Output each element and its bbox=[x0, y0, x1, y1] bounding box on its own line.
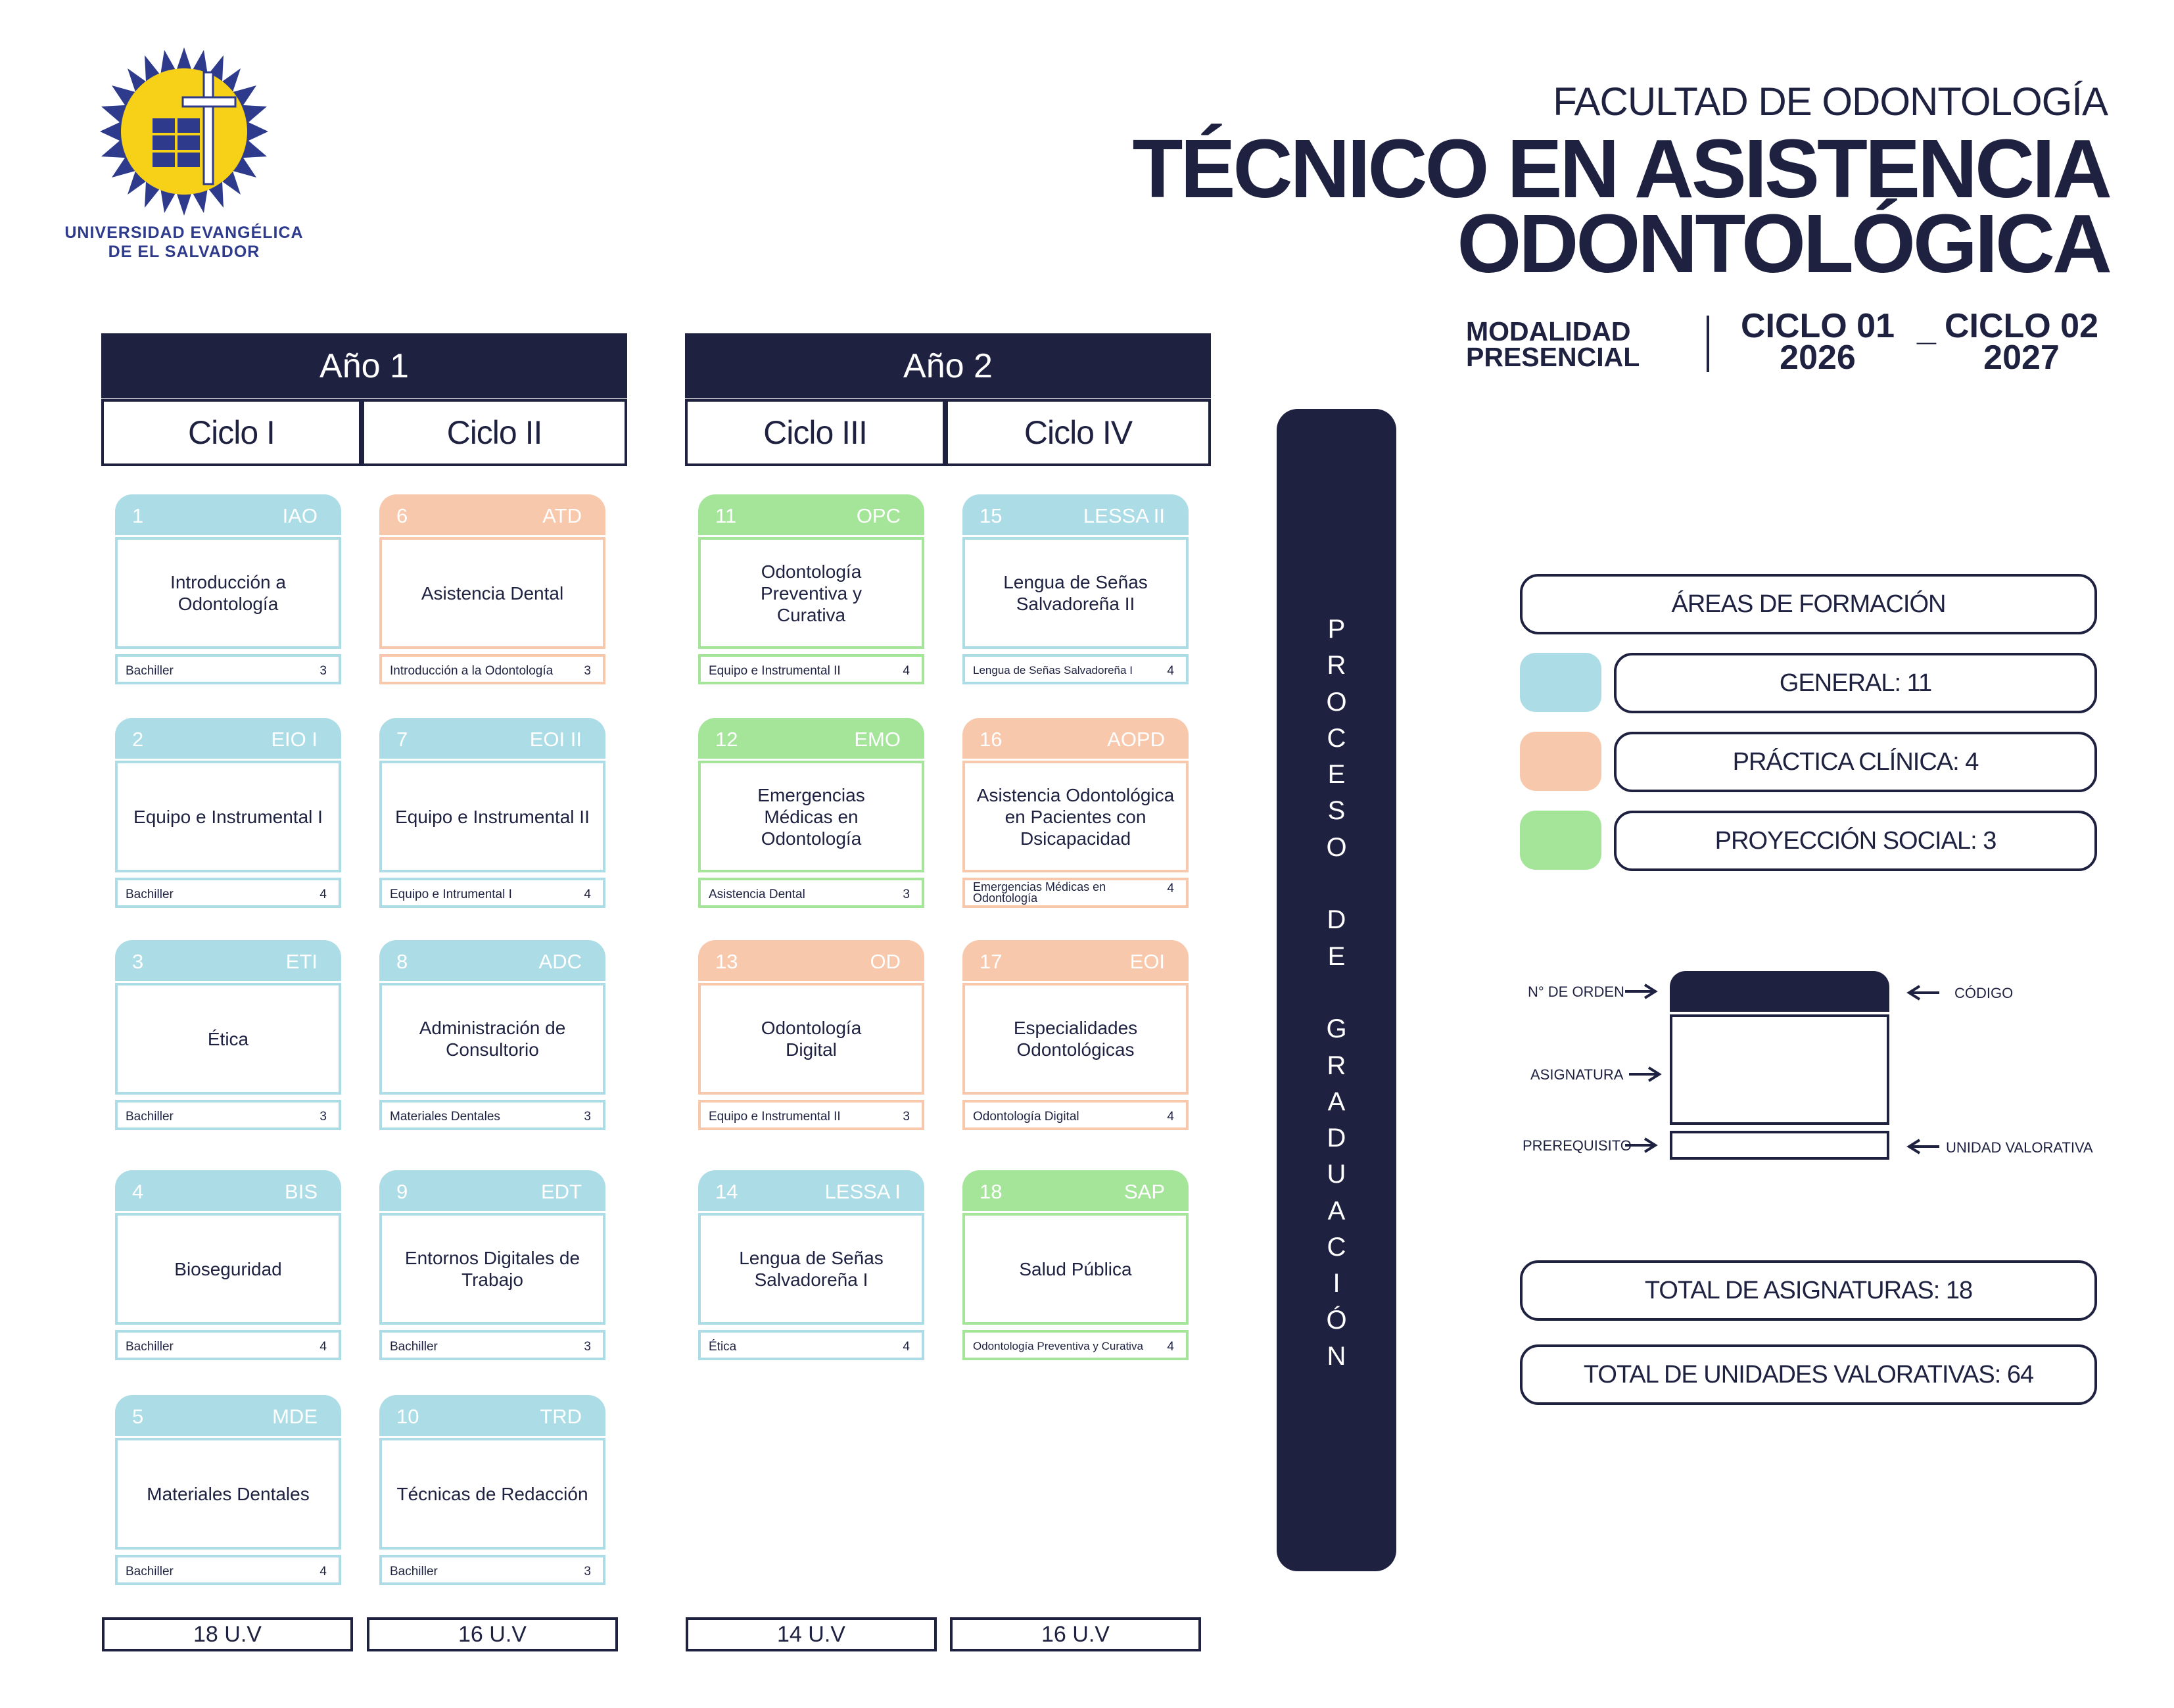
course-prerequisite: Lengua de Señas Salvadoreña I bbox=[973, 664, 1133, 676]
program-title-line2: ODONTOLÓGICA bbox=[1457, 197, 2110, 290]
course-header bbox=[962, 494, 1189, 535]
total-credit-units: TOTAL DE UNIDADES VALORATIVAS: 64 bbox=[1520, 1344, 2097, 1405]
course-header bbox=[698, 494, 924, 535]
modality-line1: MODALIDAD bbox=[1466, 316, 1631, 346]
course-footer bbox=[698, 1330, 924, 1360]
course-card[interactable] bbox=[379, 1395, 605, 1586]
key-prereq-box bbox=[1670, 1131, 1889, 1160]
course-header bbox=[962, 1170, 1189, 1211]
course-code: AOPD bbox=[1107, 728, 1165, 751]
clinic-swatch bbox=[1520, 732, 1601, 791]
cycle-3-uv-total: 14 U.V bbox=[686, 1617, 937, 1651]
course-code: SAP bbox=[1123, 1180, 1165, 1203]
course-prerequisite: Equipo e Intrumental I bbox=[390, 888, 512, 901]
course-header bbox=[115, 718, 341, 759]
key-code-label: CÓDIGO bbox=[1954, 985, 2014, 1001]
start-cycle bbox=[1736, 307, 1900, 377]
modality bbox=[1466, 316, 1640, 372]
course-header bbox=[115, 1395, 341, 1436]
course-code: EOI II bbox=[529, 728, 582, 751]
end-cycle bbox=[1939, 307, 2104, 377]
course-code: EOI bbox=[1129, 950, 1165, 973]
course-footer bbox=[115, 654, 341, 684]
key-order-number-label: N° DE ORDEN bbox=[1528, 984, 1624, 1000]
course-number: 18 bbox=[980, 1180, 1003, 1203]
areas-title: ÁREAS DE FORMACIÓN bbox=[1520, 574, 2097, 634]
course-uv: 4 bbox=[1167, 664, 1174, 678]
course-header bbox=[379, 1395, 605, 1436]
course-name: Materiales Dentales bbox=[115, 1438, 341, 1550]
course-footer bbox=[962, 878, 1189, 908]
course-number: 16 bbox=[980, 728, 1003, 751]
university-name-line2: DE EL SALVADOR bbox=[108, 243, 260, 261]
course-uv: 3 bbox=[903, 888, 910, 901]
year-1-header: Año 1 bbox=[101, 333, 627, 398]
course-footer bbox=[962, 654, 1189, 684]
course-card[interactable] bbox=[115, 940, 341, 1131]
course-card[interactable] bbox=[698, 494, 924, 685]
course-footer bbox=[379, 654, 605, 684]
course-card[interactable] bbox=[115, 494, 341, 685]
course-code: OPC bbox=[856, 504, 901, 527]
course-card[interactable] bbox=[962, 718, 1189, 909]
cycle-3-header: Ciclo III bbox=[685, 399, 945, 466]
course-footer bbox=[962, 1330, 1189, 1360]
course-name: Especialidades Odontológicas bbox=[962, 983, 1189, 1095]
course-card[interactable] bbox=[698, 718, 924, 909]
course-footer bbox=[115, 878, 341, 908]
course-code: TRD bbox=[540, 1405, 582, 1428]
course-footer bbox=[379, 1100, 605, 1130]
program-title-line1: TÉCNICO EN ASISTENCIA bbox=[1132, 122, 2110, 215]
course-number: 2 bbox=[132, 728, 144, 751]
course-prerequisite: Introducción a la Odontología bbox=[390, 664, 554, 678]
course-prerequisite: Emergencias Médicas en Odontología bbox=[973, 880, 1106, 905]
course-uv: 4 bbox=[1167, 1110, 1174, 1124]
key-credit-unit-label: UNIDAD VALORATIVA bbox=[1946, 1139, 2093, 1156]
course-prerequisite: Odontología Digital bbox=[973, 1110, 1079, 1124]
course-card[interactable] bbox=[962, 494, 1189, 685]
program-title bbox=[1132, 122, 2110, 290]
course-number: 15 bbox=[980, 504, 1003, 527]
course-footer bbox=[115, 1330, 341, 1360]
course-prerequisite: Bachiller bbox=[126, 888, 174, 901]
key-prerequisite-label: PREREQUISITO bbox=[1523, 1137, 1632, 1154]
course-name: Odontología Digital bbox=[698, 983, 924, 1095]
course-uv: 3 bbox=[319, 1110, 327, 1124]
course-prerequisite: Asistencia Dental bbox=[709, 888, 805, 901]
course-uv: 3 bbox=[319, 664, 327, 678]
course-header bbox=[698, 718, 924, 759]
course-name: Equipo e Instrumental II bbox=[379, 761, 605, 872]
course-footer bbox=[698, 878, 924, 908]
course-code: LESSA I bbox=[824, 1180, 901, 1203]
course-header bbox=[698, 940, 924, 981]
course-number: 4 bbox=[132, 1180, 144, 1203]
course-uv: 3 bbox=[584, 1110, 591, 1124]
course-name: Emergencias Médicas en Odontología bbox=[698, 761, 924, 872]
course-code: LESSA II bbox=[1083, 504, 1165, 527]
end-cycle-label: CICLO 02 bbox=[1944, 307, 2099, 345]
course-uv: 3 bbox=[584, 1565, 591, 1578]
course-number: 5 bbox=[132, 1405, 144, 1428]
course-code: ADC bbox=[538, 950, 582, 973]
arrow-right-icon bbox=[1629, 1066, 1662, 1082]
course-uv: 4 bbox=[903, 664, 910, 678]
course-number: 1 bbox=[132, 504, 144, 527]
course-footer bbox=[115, 1555, 341, 1585]
cycle-2-header: Ciclo II bbox=[362, 399, 627, 466]
course-number: 6 bbox=[396, 504, 408, 527]
course-uv: 4 bbox=[903, 1340, 910, 1354]
course-footer bbox=[379, 878, 605, 908]
university-name-line1: UNIVERSIDAD EVANGÉLICA bbox=[64, 224, 304, 242]
course-uv: 3 bbox=[584, 1340, 591, 1354]
course-name: Odontología Preventiva y Curativa bbox=[698, 537, 924, 649]
course-header bbox=[962, 718, 1189, 759]
course-card[interactable] bbox=[115, 1395, 341, 1586]
course-prerequisite: Bachiller bbox=[390, 1340, 438, 1354]
course-name: Salud Pública bbox=[962, 1213, 1189, 1325]
faculty-name: FACULTAD DE ODONTOLOGÍA bbox=[1553, 80, 2108, 124]
course-card[interactable] bbox=[379, 940, 605, 1131]
course-header bbox=[115, 1170, 341, 1211]
end-cycle-year: 2027 bbox=[1983, 339, 2060, 377]
course-number: 13 bbox=[715, 950, 738, 973]
course-prerequisite: Bachiller bbox=[126, 1565, 174, 1578]
header-divider bbox=[1707, 316, 1709, 372]
course-number: 17 bbox=[980, 950, 1003, 973]
course-uv: 4 bbox=[319, 1340, 327, 1354]
course-prerequisite: Equipo e Instrumental II bbox=[709, 664, 841, 678]
course-code: ETI bbox=[285, 950, 318, 973]
course-header bbox=[115, 494, 341, 535]
start-cycle-year: 2026 bbox=[1780, 339, 1856, 377]
course-uv: 4 bbox=[584, 888, 591, 901]
course-code: BIS bbox=[285, 1180, 318, 1203]
course-code: ATD bbox=[542, 504, 582, 527]
course-uv: 3 bbox=[903, 1110, 910, 1124]
course-uv: 4 bbox=[319, 888, 327, 901]
course-footer bbox=[379, 1555, 605, 1585]
course-number: 7 bbox=[396, 728, 408, 751]
course-footer bbox=[698, 1100, 924, 1130]
graduation-label: P R O C E S O D E G R A D U A C I Ó N bbox=[1326, 615, 1347, 1371]
course-uv: 4 bbox=[319, 1565, 327, 1578]
course-card[interactable] bbox=[698, 940, 924, 1131]
social-swatch bbox=[1520, 811, 1601, 870]
course-header bbox=[115, 940, 341, 981]
university-logo bbox=[99, 46, 270, 217]
social-area-label: PROYECCIÓN SOCIAL: 3 bbox=[1614, 811, 2097, 871]
course-name: Técnicas de Redacción bbox=[379, 1438, 605, 1550]
course-prerequisite: Bachiller bbox=[126, 1340, 174, 1354]
course-header bbox=[379, 940, 605, 981]
cycle-1-header: Ciclo I bbox=[101, 399, 362, 466]
course-name: Entornos Digitales de Trabajo bbox=[379, 1213, 605, 1325]
course-footer bbox=[962, 1100, 1189, 1130]
course-card[interactable] bbox=[698, 1170, 924, 1361]
course-card[interactable] bbox=[962, 940, 1189, 1131]
course-number: 8 bbox=[396, 950, 408, 973]
course-code: EMO bbox=[854, 728, 901, 751]
course-code: MDE bbox=[272, 1405, 318, 1428]
course-footer bbox=[698, 654, 924, 684]
course-code: EDT bbox=[541, 1180, 582, 1203]
course-card[interactable] bbox=[115, 1170, 341, 1361]
arrow-right-icon bbox=[1625, 1137, 1658, 1153]
course-name: Administración de Consultorio bbox=[379, 983, 605, 1095]
sun-cross-logo-icon bbox=[99, 46, 270, 217]
course-name: Asistencia Dental bbox=[379, 537, 605, 649]
cycle-range-dash: _ bbox=[1917, 310, 1936, 348]
course-header bbox=[379, 1170, 605, 1211]
course-header bbox=[379, 718, 605, 759]
course-header bbox=[962, 940, 1189, 981]
course-prerequisite: Odontología Preventiva y Curativa bbox=[973, 1340, 1143, 1352]
course-prerequisite: Equipo e Instrumental II bbox=[709, 1110, 841, 1124]
year-2-header: Año 2 bbox=[685, 333, 1211, 398]
course-number: 11 bbox=[715, 504, 737, 527]
course-uv: 3 bbox=[584, 664, 591, 678]
arrow-left-icon bbox=[1906, 1139, 1939, 1154]
modality-line2: PRESENCIAL bbox=[1466, 342, 1640, 372]
cycle-2-uv-total: 16 U.V bbox=[367, 1617, 618, 1651]
course-card[interactable] bbox=[115, 718, 341, 909]
course-card[interactable] bbox=[379, 494, 605, 685]
course-card[interactable] bbox=[379, 1170, 605, 1361]
course-code: EIO I bbox=[271, 728, 318, 751]
course-name: Introducción a Odontología bbox=[115, 537, 341, 649]
course-prerequisite: Ética bbox=[709, 1340, 737, 1354]
course-uv: 4 bbox=[1167, 1340, 1174, 1354]
key-header bbox=[1670, 971, 1889, 1012]
cycle-1-uv-total: 18 U.V bbox=[102, 1617, 353, 1651]
course-prerequisite: Bachiller bbox=[390, 1565, 438, 1578]
arrow-right-icon bbox=[1625, 984, 1658, 999]
course-name: Asistencia Odontológica en Pacientes con Dsicapacidad bbox=[962, 761, 1189, 872]
course-name: Equipo e Instrumental I bbox=[115, 761, 341, 872]
course-prerequisite: Bachiller bbox=[126, 664, 174, 678]
course-number: 14 bbox=[715, 1180, 738, 1203]
general-swatch bbox=[1520, 653, 1601, 712]
course-header bbox=[379, 494, 605, 535]
course-number: 3 bbox=[132, 950, 144, 973]
course-name: Lengua de Señas Salvadoreña I bbox=[698, 1213, 924, 1325]
course-prerequisite: Materiales Dentales bbox=[390, 1110, 500, 1124]
course-name: Lengua de Señas Salvadoreña II bbox=[962, 537, 1189, 649]
cycle-4-uv-total: 16 U.V bbox=[950, 1617, 1201, 1651]
course-card[interactable] bbox=[379, 718, 605, 909]
course-name: Ética bbox=[115, 983, 341, 1095]
start-cycle-label: CICLO 01 bbox=[1740, 307, 1895, 345]
course-number: 12 bbox=[715, 728, 738, 751]
course-card[interactable] bbox=[962, 1170, 1189, 1361]
total-subjects: TOTAL DE ASIGNATURAS: 18 bbox=[1520, 1260, 2097, 1321]
course-footer bbox=[379, 1330, 605, 1360]
university-name bbox=[36, 224, 332, 262]
course-number: 9 bbox=[396, 1180, 408, 1203]
course-uv: 4 bbox=[1167, 882, 1174, 895]
clinic-area-label: PRÁCTICA CLÍNICA: 4 bbox=[1614, 732, 2097, 792]
course-prerequisite: Bachiller bbox=[126, 1110, 174, 1124]
course-code: OD bbox=[870, 950, 901, 973]
arrow-left-icon bbox=[1906, 985, 1939, 1001]
course-number: 10 bbox=[396, 1405, 419, 1428]
cycle-4-header: Ciclo IV bbox=[945, 399, 1211, 466]
course-header bbox=[698, 1170, 924, 1211]
general-area-label: GENERAL: 11 bbox=[1614, 653, 2097, 713]
course-name: Bioseguridad bbox=[115, 1213, 341, 1325]
course-footer bbox=[115, 1100, 341, 1130]
key-subject-box bbox=[1670, 1014, 1889, 1125]
key-subject-label: ASIGNATURA bbox=[1530, 1066, 1624, 1083]
course-code: IAO bbox=[282, 504, 318, 527]
